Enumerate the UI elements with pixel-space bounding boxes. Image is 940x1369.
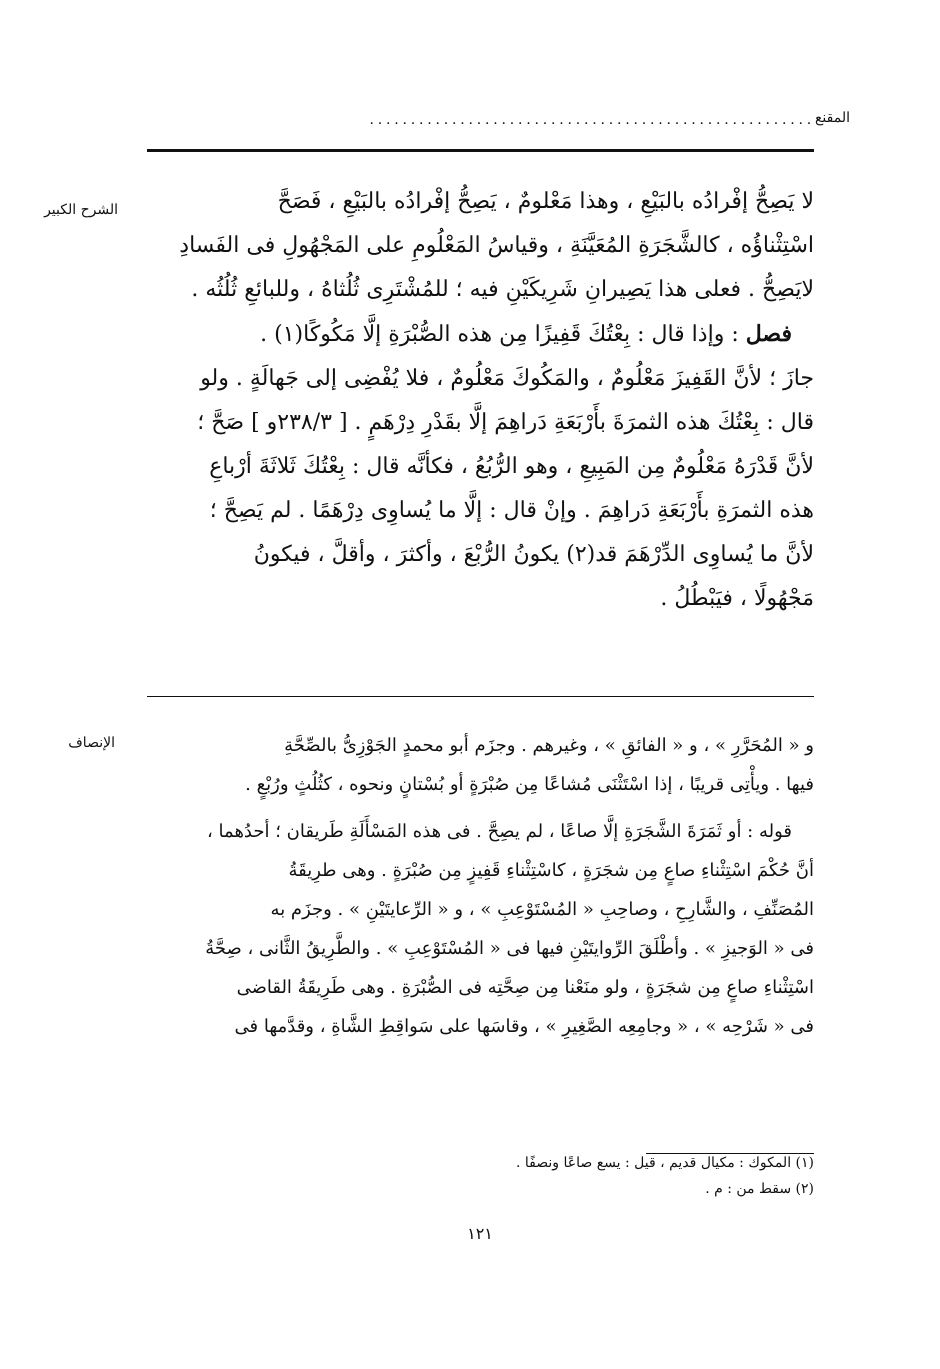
footnote: (٢) سقط من : م . <box>705 1181 814 1197</box>
running-head <box>140 110 850 140</box>
lower-section-text <box>134 726 814 1046</box>
text-line: لايَصِحُّ . فعلى هذا يَصِيرانِ شَرِيكَيْنِ فيه ؛ للمُشْتَرِى ثُلُثاهُ ، وللبائعِ ثُلُثُه . <box>191 277 814 302</box>
text-line: و « المُحَرَّرِ » ، و « الفائقِ » ، وغيرهم . وجزَم أبو محمدٍ الجَوْزِىُّ بالصِّحَّةِ <box>284 735 814 756</box>
upper-section-label: الشرح الكبير <box>44 202 118 218</box>
footnotes <box>134 1150 814 1202</box>
text-line: فى « شَرْحِه » ، « وجامِعِه الصَّغِيرِ » ، وقاسَها على سَواقِطِ الشَّاةِ ، وقدَّمها فى <box>234 1016 814 1037</box>
text-line: المُصَنِّفِ ، والشَّارِحِ ، وصاحِبِ « المُسْتَوْعِبِ » ، و « الرِّعايتَيْنِ » . وجزَم به <box>270 899 814 920</box>
fasl-heading: فصل <box>745 321 792 347</box>
fasl-first-line <box>134 312 814 357</box>
text-line: قوله : أو ثَمَرَةَ الشَّجَرَةِ إلَّا صاعًا ، لم يصِحَّ . فى هذه المَسْأَلَةِ طَريقان ؛ أحدُهما ، <box>207 821 792 842</box>
page-number: ١٢١ <box>467 1224 493 1243</box>
running-head-title: المقنع <box>814 110 850 126</box>
text-line: اسْتِثْناؤُه ، كالشَّجَرَةِ المُعَيَّنَةِ ، وقياسُ المَعْلُومِ على المَجْهُولِ فى الفَسادِ <box>179 233 814 258</box>
text-line: لأنَّ قَدْرَهُ مَعْلُومٌ مِن المَبِيعِ ، وهو الرُّبُعُ ، فكأنَّه قال : بِعْتُكَ ثَلاثَةَ أرْباعِ <box>209 454 814 479</box>
text-line: مَجْهُولًا ، فيَبْطُلُ . <box>660 586 814 611</box>
text-line: فى « الوَجيزِ » . وأطْلَقَ الرِّوايتَيْنِ فيها فى « المُسْتَوْعِبِ » . والطَّرِيقُ الثَّانى ، صِحَّةُ <box>205 938 814 959</box>
running-head-dots: ...................................................... <box>369 112 815 128</box>
text-line: هذه الثمرَةِ بأَرْبَعَةِ دَراهِمَ . وإنْ قال : إلَّا ما يُساوِى دِرْهَمًا . لم يَصِحَّ ؛ <box>209 498 814 523</box>
upper-section-text <box>134 180 814 621</box>
footnote: (١) المكوك : مكيال قديم ، قيل : يسع صاعًا ونصفًا . <box>516 1155 814 1171</box>
fasl-line-text: : وإذا قال : بِعْتُكَ قَفِيزًا مِن هذه الصُّبْرَةِ إلَّا مَكُوكًا(١) . <box>260 322 739 347</box>
text-line: قال : بِعْتُكَ هذه الثمرَةَ بأَرْبَعَةِ دَراهِمَ إلَّا بقَدْرِ دِرْهَمٍ . [ ٢٣٨/٣و ] صَحَّ ؛ <box>197 410 814 435</box>
text-line: أنَّ حُكْمَ اسْتِثْناءِ صاعٍ مِن شجَرَةٍ ، كاسْتِثْناءِ قَفِيزٍ مِن صُبْرَةٍ . وهى طرِيقَةُ <box>288 860 814 881</box>
text-line: جازَ ؛ لأنَّ القَفِيزَ مَعْلُومٌ ، والمَكُوكَ مَعْلُومٌ ، فلا يُفْضِى إلى جَهالَةٍ . ولو <box>200 366 814 391</box>
text-line: لا يَصِحُّ إفْرادُه بالبَيْعِ ، وهذا مَعْلومٌ ، يَصِحُّ إفْرادُه بالبَيْعِ ، فَصَحَّ <box>277 189 814 214</box>
header-rule <box>147 149 814 152</box>
section-divider <box>147 696 814 697</box>
lower-section-label: الإنصاف <box>68 735 115 751</box>
text-line: اسْتِثْناءِ صاعٍ مِن شجَرَةٍ ، ولو منَعْنا مِن صِحَّتِه فى الصُّبْرَةِ . وهى طَرِيقَةُ القاضى <box>236 977 814 998</box>
text-line: لأنَّ ما يُساوِى الدِّرْهَمَ قد(٢) يكونُ الرُّبْعَ ، وأكثرَ ، وأقلَّ ، فيكونُ <box>253 542 814 567</box>
text-line: فيها . ويأْتِى قريبًا ، إذا اسْتَثْنَى مُشاعًا مِن صُبْرَةٍ أو بُسْتانٍ ونحوه ، كثُلُثٍ ورُبْعٍ . <box>245 774 814 795</box>
